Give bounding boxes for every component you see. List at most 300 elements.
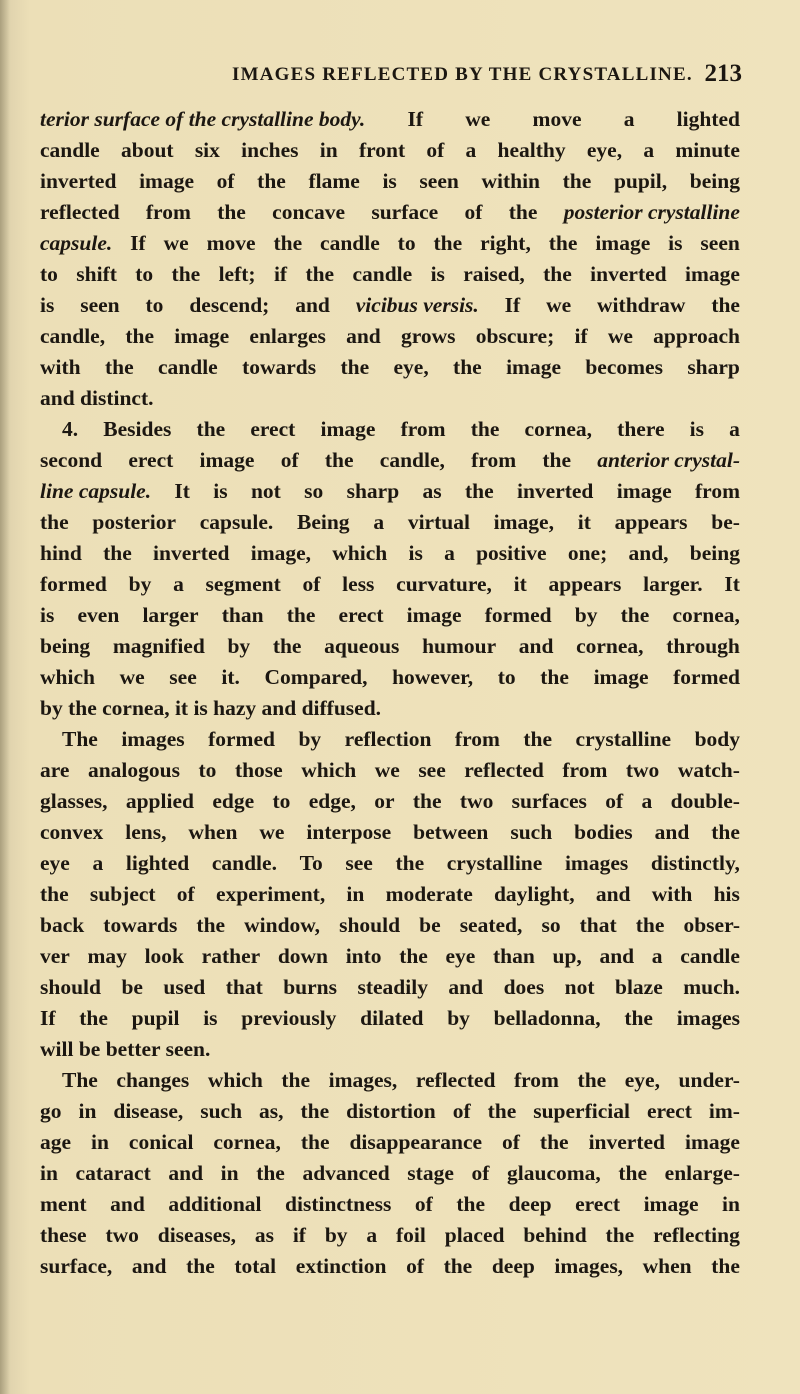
word: ment (40, 1192, 87, 1216)
word: if (292, 1223, 306, 1247)
word: eye (40, 851, 70, 875)
word: larger (142, 603, 199, 627)
word: raised, (463, 262, 525, 286)
word: such (200, 1099, 243, 1123)
word: cornea, (524, 417, 592, 441)
word: reflected (464, 758, 544, 782)
word: and (654, 820, 690, 844)
word: see (345, 851, 373, 875)
text-line (40, 1251, 740, 1282)
word: total (234, 1254, 277, 1278)
word: the (508, 200, 538, 224)
word: image (506, 355, 561, 379)
word: image (139, 169, 194, 193)
word: advanced (302, 1161, 390, 1185)
word: image (684, 1130, 740, 1154)
word: approach (653, 324, 740, 348)
word: the (125, 324, 155, 348)
word: window, (244, 913, 321, 937)
word: we (163, 231, 189, 255)
text-line (40, 724, 740, 755)
word: glasses, (40, 789, 108, 813)
italic-word: posterior crystalline (563, 200, 740, 224)
word: the (171, 262, 201, 286)
word: the (273, 231, 303, 255)
text-line (40, 1065, 740, 1096)
text-line (40, 848, 740, 879)
word: from (695, 479, 740, 503)
word: If (40, 1006, 56, 1030)
word: candle (680, 944, 740, 968)
word: and (131, 1254, 167, 1278)
word: of (426, 138, 445, 162)
text-line (40, 135, 740, 166)
word: glaucoma, (507, 1161, 601, 1185)
word: distinctness (285, 1192, 392, 1216)
word: withdraw (597, 293, 686, 317)
word: seen (80, 293, 120, 317)
word: one; (567, 541, 608, 565)
word: as (422, 479, 442, 503)
word: the (543, 262, 572, 286)
word: the (399, 944, 428, 968)
word: a (643, 138, 655, 162)
word: is (203, 1006, 218, 1030)
word: If (130, 231, 146, 255)
word: foil (396, 1223, 426, 1247)
word: a (366, 1223, 378, 1247)
word: the (470, 417, 500, 441)
word: image, (250, 541, 312, 565)
word: is (430, 262, 445, 286)
word: erect (646, 1099, 692, 1123)
body-text (40, 104, 740, 1282)
word: pupil, (613, 169, 668, 193)
running-head (232, 60, 742, 90)
word: formed (673, 665, 740, 689)
word: surfaces (511, 789, 587, 813)
word: interpose (306, 820, 392, 844)
word: it (513, 572, 527, 596)
word: the (443, 1254, 473, 1278)
word: seated, (459, 913, 523, 937)
word: in (722, 1192, 740, 1216)
word: and (346, 324, 381, 348)
word: magnified (112, 634, 205, 658)
word: the (217, 200, 246, 224)
word: there (617, 417, 665, 441)
word: the (300, 1130, 330, 1154)
word: is (213, 479, 228, 503)
word: we (465, 107, 491, 131)
word: the (464, 479, 494, 503)
word: and (448, 975, 484, 999)
word: edge, (308, 789, 356, 813)
word: watch- (677, 758, 740, 782)
text-line (40, 910, 740, 941)
word: dilated (360, 1006, 424, 1030)
word: is (40, 293, 55, 317)
word: a (173, 572, 184, 596)
text-line (40, 1096, 740, 1127)
text-line (40, 383, 740, 414)
word: are (40, 758, 70, 782)
word: The (62, 727, 98, 751)
word: so (541, 913, 561, 937)
word: steadily (357, 975, 428, 999)
word: appears (548, 572, 622, 596)
word: the (103, 541, 132, 565)
word: to (397, 231, 416, 255)
word: we (546, 293, 572, 317)
word: in (91, 1130, 109, 1154)
word: a (623, 107, 635, 131)
word: inverted (516, 479, 594, 503)
word: be (121, 975, 143, 999)
word: and, (628, 541, 669, 565)
word: obser- (683, 913, 740, 937)
word: than (493, 944, 535, 968)
word: humour (422, 634, 497, 658)
word: as, (259, 1099, 284, 1123)
word: the (433, 231, 463, 255)
word: image (593, 665, 649, 689)
word: changes (116, 1068, 190, 1092)
word: and (110, 1192, 145, 1216)
word: a (92, 851, 104, 875)
word: aqueous (324, 634, 400, 658)
word: subject (89, 882, 156, 906)
word: candle (320, 231, 380, 255)
word: of (406, 1254, 424, 1278)
word: reflected (40, 200, 120, 224)
text-line (40, 228, 740, 259)
word: of (176, 882, 195, 906)
text-line (40, 879, 740, 910)
text-line (40, 1034, 740, 1065)
text-line (40, 941, 740, 972)
word: it. (221, 665, 240, 689)
word: by (324, 1223, 348, 1247)
word: is (40, 603, 55, 627)
word: images (676, 1006, 740, 1030)
word: which (207, 1068, 263, 1092)
word: it (577, 510, 591, 534)
word: the (487, 1099, 517, 1123)
word: and (599, 944, 635, 968)
word: images, (328, 1068, 398, 1092)
word: the (324, 448, 354, 472)
word: the (104, 355, 134, 379)
text-line (40, 321, 740, 352)
word: see (169, 665, 197, 689)
word: reflecting (653, 1223, 740, 1247)
word: much. (683, 975, 740, 999)
word: being (40, 634, 91, 658)
word: and (595, 882, 631, 906)
word: of (502, 1130, 520, 1154)
word: in (319, 138, 338, 162)
word: by (447, 1006, 470, 1030)
text-line (40, 166, 740, 197)
word: flame (308, 169, 360, 193)
word: be (419, 913, 441, 937)
word: If (504, 293, 521, 317)
word: inches (241, 138, 299, 162)
word: crystalline (446, 851, 543, 875)
word: burns (283, 975, 337, 999)
text-line (40, 569, 740, 600)
word: erect (338, 603, 384, 627)
word: applied (125, 789, 194, 813)
word: the (453, 355, 482, 379)
word: two (459, 789, 494, 813)
word: It (724, 572, 740, 596)
word: descend; (189, 293, 270, 317)
word: images, (554, 1254, 624, 1278)
text-line (40, 352, 740, 383)
word: lighted (676, 107, 740, 131)
word: capsule. (199, 510, 274, 534)
text-line (40, 1158, 740, 1189)
text-line (40, 104, 740, 135)
word: under- (678, 1068, 740, 1092)
word: seen (419, 169, 459, 193)
word: the (618, 1161, 648, 1185)
word: pupil (131, 1006, 180, 1030)
word: disappearance (349, 1130, 483, 1154)
word: from (471, 448, 517, 472)
word: image (684, 262, 740, 286)
word: these (40, 1223, 87, 1247)
word: To (299, 851, 323, 875)
word: is (408, 541, 423, 565)
text-line (40, 817, 740, 848)
word: which (40, 665, 95, 689)
word: enlarge- (664, 1161, 740, 1185)
word: and (518, 634, 554, 658)
word: sharp (346, 479, 400, 503)
word: image (320, 417, 376, 441)
word: stage (407, 1161, 454, 1185)
word: should (339, 913, 401, 937)
word: becomes (585, 355, 663, 379)
word: reflection (344, 727, 432, 751)
word: to (272, 789, 291, 813)
text-line (40, 414, 740, 445)
text-line (40, 600, 740, 631)
word: by (574, 603, 598, 627)
text-line (40, 290, 740, 321)
word: analogous (87, 758, 180, 782)
word: however, (392, 665, 474, 689)
word: be- (711, 510, 740, 534)
word: the (412, 789, 442, 813)
word: the (456, 1192, 486, 1216)
word: experiment, (215, 882, 326, 906)
word: from (400, 417, 446, 441)
word: the (40, 882, 69, 906)
word: in (220, 1161, 239, 1185)
word: extinction (295, 1254, 387, 1278)
word: the (624, 1006, 653, 1030)
word: diseases, (157, 1223, 236, 1247)
word: rather (201, 944, 261, 968)
word: deep (508, 1192, 552, 1216)
word: edge (212, 789, 255, 813)
word: candle, (379, 448, 445, 472)
word: cornea, (213, 1130, 281, 1154)
word: surface, (40, 1254, 113, 1278)
word: to (145, 293, 164, 317)
word: the (605, 1223, 635, 1247)
text-line (40, 476, 740, 507)
italic-word: capsule. (40, 231, 113, 255)
word: lens, (125, 820, 167, 844)
word: that (225, 975, 263, 999)
word: go (40, 1099, 62, 1123)
word: surface (371, 200, 439, 224)
word: the (540, 665, 569, 689)
text-line (40, 972, 740, 1003)
word: the (523, 727, 553, 751)
word: candle (40, 138, 100, 162)
word: by (227, 634, 251, 658)
word: used (163, 975, 206, 999)
word: the (395, 851, 425, 875)
word: by (128, 572, 152, 596)
italic-word: terior surface of the crystalline body. (40, 107, 366, 131)
word: look (144, 944, 185, 968)
word: and (168, 1161, 204, 1185)
word: formed (40, 572, 107, 596)
word: than (221, 603, 264, 627)
word: and (295, 293, 330, 317)
word: previously (241, 1006, 337, 1030)
word: those (234, 758, 283, 782)
word: that (579, 913, 617, 937)
word: the (340, 355, 370, 379)
word: a (373, 510, 385, 534)
word: if (574, 324, 588, 348)
word: we (259, 820, 285, 844)
text-line (40, 538, 740, 569)
word: erect (575, 1192, 621, 1216)
word: formed (484, 603, 552, 627)
word: the (562, 169, 592, 193)
italic-word: anterior crystal- (597, 448, 740, 472)
word: inverted (588, 1130, 665, 1154)
word: back (40, 913, 85, 937)
word: image (174, 324, 230, 348)
word: such (510, 820, 553, 844)
word: the (186, 1254, 215, 1278)
word: age (40, 1130, 72, 1154)
word: into (345, 944, 382, 968)
word: to (40, 262, 58, 286)
word: towards (242, 355, 317, 379)
word: should (40, 975, 101, 999)
word: lighted (125, 851, 190, 875)
word: may (87, 944, 127, 968)
word: is (689, 417, 705, 441)
word: eye, (624, 1068, 660, 1092)
word: a (641, 789, 653, 813)
word: minute (675, 138, 740, 162)
word: with (651, 882, 693, 906)
word: down (277, 944, 329, 968)
word: by (298, 727, 322, 751)
word: up, (552, 944, 582, 968)
text-line (40, 1003, 740, 1034)
word: as (254, 1223, 274, 1247)
running-title: IMAGES REFLECTED BY THE CRYSTALLINE. (232, 64, 693, 85)
text-line (40, 445, 740, 476)
text-line (40, 1189, 740, 1220)
word: so (304, 479, 324, 503)
word: less (342, 572, 375, 596)
word: enlarges (249, 324, 326, 348)
word: disease, (113, 1099, 184, 1123)
word: will be better seen. (40, 1037, 211, 1061)
word: If (407, 107, 424, 131)
word: segment (205, 572, 281, 596)
word: It (174, 479, 190, 503)
word: obscure; (475, 324, 555, 348)
word: cataract (75, 1161, 151, 1185)
word: six (194, 138, 220, 162)
word: the (40, 510, 69, 534)
word: does (503, 975, 545, 999)
word: or (374, 789, 395, 813)
word: of (280, 448, 299, 472)
word: between (413, 820, 489, 844)
word: double- (670, 789, 740, 813)
word: within (481, 169, 541, 193)
word: not (250, 479, 281, 503)
word: candle, (40, 324, 106, 348)
word: and distinct. (40, 386, 154, 410)
word: image (643, 1192, 699, 1216)
word: eye, (586, 138, 623, 162)
word: conical (128, 1130, 194, 1154)
word: im- (708, 1099, 740, 1123)
word: distortion (346, 1099, 436, 1123)
word: a (729, 417, 740, 441)
word: to (135, 262, 154, 286)
word: a (444, 541, 455, 565)
text-line (40, 259, 740, 290)
word: is (668, 231, 683, 255)
word: if (273, 262, 288, 286)
word: ver (40, 944, 70, 968)
word: moderate (385, 882, 473, 906)
word: images (564, 851, 629, 875)
word: from (145, 200, 191, 224)
word: bodies (574, 820, 633, 844)
word: virtual (407, 510, 470, 534)
word: of (452, 1099, 471, 1123)
word: cornea, (576, 634, 644, 658)
word: to (497, 665, 516, 689)
word: in (78, 1099, 97, 1123)
word: image, (493, 510, 554, 534)
word: the (286, 603, 316, 627)
word: about (120, 138, 174, 162)
word: larger. (643, 572, 703, 596)
word: we (607, 324, 633, 348)
word: image (595, 231, 651, 255)
